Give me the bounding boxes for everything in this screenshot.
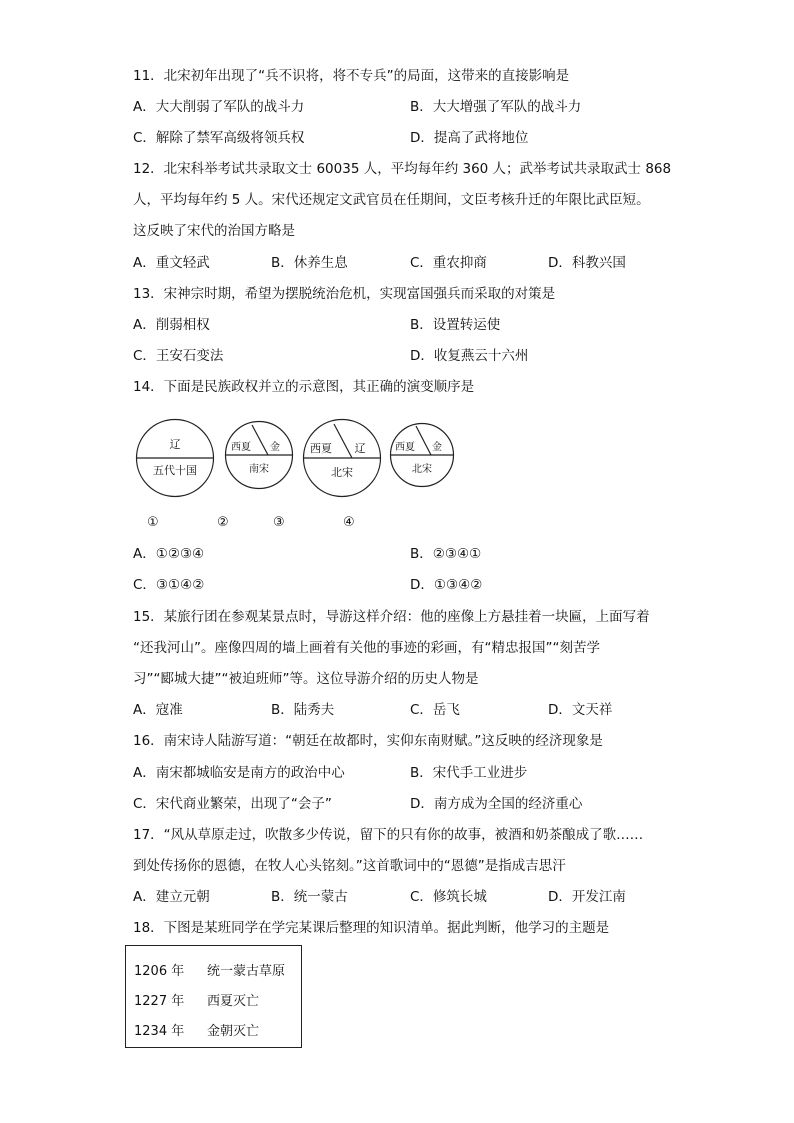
q17-stem-line1: 17．“风从草原走过，吹散多少传说，留下的只有你的故事，被酒和奶茶酿成了歌……: [133, 827, 644, 843]
q14-stem: 14．下面是民族政权并立的示意图，其正确的演变顺序是: [133, 379, 475, 395]
q12-option-c: C．重农抑商: [410, 255, 487, 271]
timeline-year: 1227 年: [134, 994, 185, 1009]
q16-option-b: B．宋代手工业进步: [410, 765, 528, 781]
q11-option-a: A．大大削弱了军队的战斗力: [133, 99, 305, 115]
diagram4-number: ④: [343, 515, 355, 530]
timeline-event: 金朝灭亡: [207, 1024, 260, 1039]
diagram2-number: ②: [217, 515, 229, 530]
q13-option-a: A．削弱相权: [133, 317, 210, 333]
q17-option-a: A．建立元朝: [133, 889, 210, 905]
q15-option-a: A．寇准: [133, 702, 183, 718]
q14-option-d: D．①③④②: [410, 577, 483, 593]
q18-stem: 18．下图是某班同学在学完某课后整理的知识清单。据此判断，他学习的主题是: [133, 920, 610, 936]
q13-option-c: C．王安石变法: [133, 348, 224, 364]
timeline-event: 西夏灭亡: [207, 994, 260, 1009]
q12-stem-line3: 这反映了宋代的治国方略是: [133, 223, 295, 239]
diagram-circle-2: [224, 420, 294, 494]
q15-option-c: C．岳飞: [410, 702, 460, 718]
timeline-row: [134, 1020, 259, 1039]
q16-option-a: A．南宋都城临安是南方的政治中心: [133, 765, 345, 781]
q17-option-b: B．统一蒙古: [271, 889, 348, 905]
timeline-year: 1206 年: [134, 964, 185, 979]
diagram3-left-label: 西夏: [310, 442, 332, 455]
diagram1-top-label: 辽: [169, 438, 181, 451]
q11-option-b: B．大大增强了军队的战斗力: [410, 99, 582, 115]
q14-option-c: C．③①④②: [133, 577, 205, 593]
diagram2-right-label: 金: [270, 442, 280, 453]
q12-option-d: D．科教兴国: [548, 255, 626, 271]
diagram4-right-label: 金: [432, 442, 442, 453]
q15-stem-line2: “还我河山”。座像四周的墙上画着有关他的事迹的彩画，有“精忠报国”“刻苦学: [133, 640, 600, 656]
timeline-row: [134, 960, 285, 979]
diagram2-bottom-label: 南宋: [249, 464, 269, 475]
diagram-circle-4: [389, 422, 455, 492]
q15-stem-line1: 15．某旅行团在参观某景点时，导游这样介绍：他的座像上方悬挂着一块匾，上面写着: [133, 609, 650, 625]
diagram-circle-1: [135, 418, 215, 502]
q15-option-b: B．陆秀夫: [271, 702, 335, 718]
q17-option-d: D．开发江南: [548, 889, 626, 905]
timeline-event: 统一蒙古草原: [207, 964, 286, 979]
q15-stem-line3: 习”“郾城大捷”“被迫班师”等。这位导游介绍的历史人物是: [133, 671, 479, 687]
diagram4-left-label: 西夏: [395, 442, 415, 453]
diagram3-right-label: 辽: [354, 442, 366, 455]
q11-stem: 11．北宋初年出现了“兵不识将，将不专兵”的局面，这带来的直接影响是: [133, 68, 570, 84]
q16-stem: 16．南宋诗人陆游写道：“朝廷在故都时，实仰东南财赋。”这反映的经济现象是: [133, 733, 603, 749]
q13-option-b: B．设置转运使: [410, 317, 501, 333]
q12-option-b: B．休养生息: [271, 255, 348, 271]
q12-stem-line1: 12．北宋科举考试共录取文士 60035 人，平均每年约 360 人；武举考试共录取武士 868: [133, 161, 672, 177]
timeline-row: [134, 990, 259, 1009]
knowledge-list-box: [125, 945, 302, 1048]
q14-option-b: B．②③④①: [410, 546, 482, 562]
q16-option-d: D．南方成为全国的经济重心: [410, 796, 583, 812]
q14-option-a: A．①②③④: [133, 546, 205, 562]
q13-stem: 13．宋神宗时期，希望为摆脱统治危机，实现富国强兵而采取的对策是: [133, 286, 556, 302]
diagram3-bottom-label: 北宋: [331, 466, 353, 479]
q17-stem-line2: 到处传扬你的恩德，在牧人心头铭刻。”这首歌词中的“恩德”是指成吉思汗: [133, 858, 566, 874]
q13-option-d: D．收复燕云十六州: [410, 348, 529, 364]
q15-option-d: D．文天祥: [548, 702, 613, 718]
diagram4-bottom-label: 北宋: [412, 464, 432, 475]
diagram1-bottom-label: 五代十国: [153, 464, 197, 477]
q11-option-d: D．提高了武将地位: [410, 130, 529, 146]
timeline-year: 1234 年: [134, 1024, 185, 1039]
diagram2-left-label: 西夏: [231, 442, 251, 453]
q17-option-c: C．修筑长城: [410, 889, 487, 905]
q11-option-c: C．解除了禁军高级将领兵权: [133, 130, 305, 146]
q12-option-a: A．重文轻武: [133, 255, 210, 271]
q16-option-c: C．宋代商业繁荣，出现了“会子”: [133, 796, 332, 812]
diagram3-number: ③: [273, 515, 285, 530]
q12-stem-line2: 人，平均每年约 5 人。宋代还规定文武官员在任期间，文臣考核升迁的年限比武臣短。: [133, 192, 650, 208]
diagram1-number: ①: [147, 515, 159, 530]
diagram-circle-3: [302, 418, 382, 502]
